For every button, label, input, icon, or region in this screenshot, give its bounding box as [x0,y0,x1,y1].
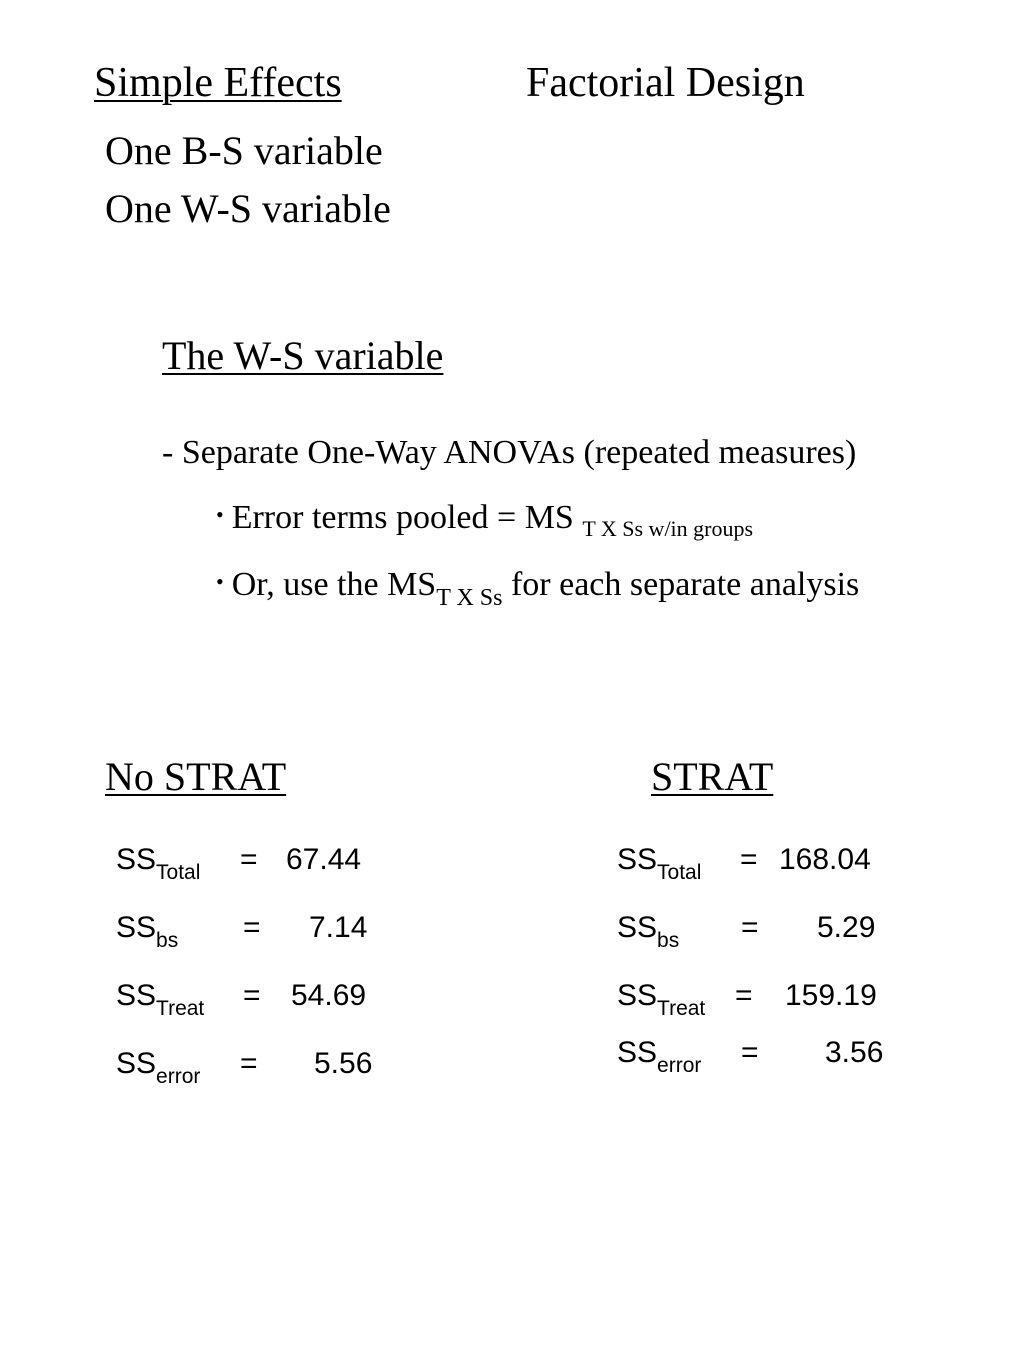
ss-subscript: bs [657,929,680,952]
ss-label: SS [617,1036,658,1069]
ss-subscript: bs [156,929,179,952]
bullet-or-use-ms [216,568,859,610]
no-strat-eq-treat: = [243,979,261,1012]
strat-eq-bs: = [741,911,759,944]
strat-value-error: 3.56 [825,1036,884,1069]
ss-subscript: Total [657,861,702,884]
section-title-ws-variable: The W-S variable [162,333,444,378]
strat-eq-error: = [741,1036,759,1069]
column-title-no-strat: No STRAT [105,754,287,799]
no-strat-eq-bs: = [243,911,261,944]
no-strat-row-treat [116,981,204,1019]
ss-subscript: Treat [156,997,205,1020]
ss-label: SS [116,911,157,944]
strat-eq-treat: = [735,979,753,1012]
ss-label: SS [116,1047,157,1080]
strat-row-total [617,845,701,883]
ss-label: SS [617,911,658,944]
bullet-subscript: T X Ss w/in groups [582,516,754,541]
ss-subscript: Treat [657,997,706,1020]
no-strat-value-error: 5.56 [314,1047,373,1080]
ss-label: SS [617,843,658,876]
no-strat-row-error [116,1049,200,1087]
strat-value-total: 168.04 [779,843,871,876]
no-strat-row-bs [116,913,178,951]
no-strat-value-total: 67.44 [286,843,362,876]
no-strat-eq-total: = [240,843,258,876]
strat-value-treat: 159.19 [785,979,877,1012]
bullet-subscript: T X Ss [436,585,503,611]
strat-row-bs [617,913,679,951]
bullet-after: for each separate analysis [502,566,860,603]
no-strat-value-treat: 54.69 [291,979,367,1012]
variable-bs-line: One B-S variable [105,128,383,173]
ss-subscript: Total [156,861,201,884]
variable-ws-line: One W-S variable [105,186,391,231]
no-strat-eq-error: = [240,1047,258,1080]
ss-subscript: error [156,1065,201,1088]
bullet-text: Error terms pooled = MS [231,499,583,536]
ss-label: SS [116,843,157,876]
strat-eq-total: = [740,843,758,876]
column-title-strat: STRAT [651,754,774,799]
strat-row-error [617,1038,701,1076]
ss-label: SS [116,979,157,1012]
no-strat-row-total [116,845,200,883]
dash-item-separate-anovas: - Separate One-Way ANOVAs (repeated measures) [162,434,857,471]
page-title-simple-effects: Simple Effects [94,60,342,106]
bullet-text: Or, use the MS [231,566,437,603]
ss-subscript: error [657,1054,702,1077]
page-title-factorial-design: Factorial Design [526,60,805,106]
bullet-error-terms-pooled [216,501,753,540]
bullet-icon: • [216,569,224,594]
no-strat-value-bs: 7.14 [309,911,368,944]
strat-row-treat [617,981,705,1019]
ss-label: SS [617,979,658,1012]
strat-value-bs: 5.29 [817,911,876,944]
bullet-icon: • [216,502,224,527]
